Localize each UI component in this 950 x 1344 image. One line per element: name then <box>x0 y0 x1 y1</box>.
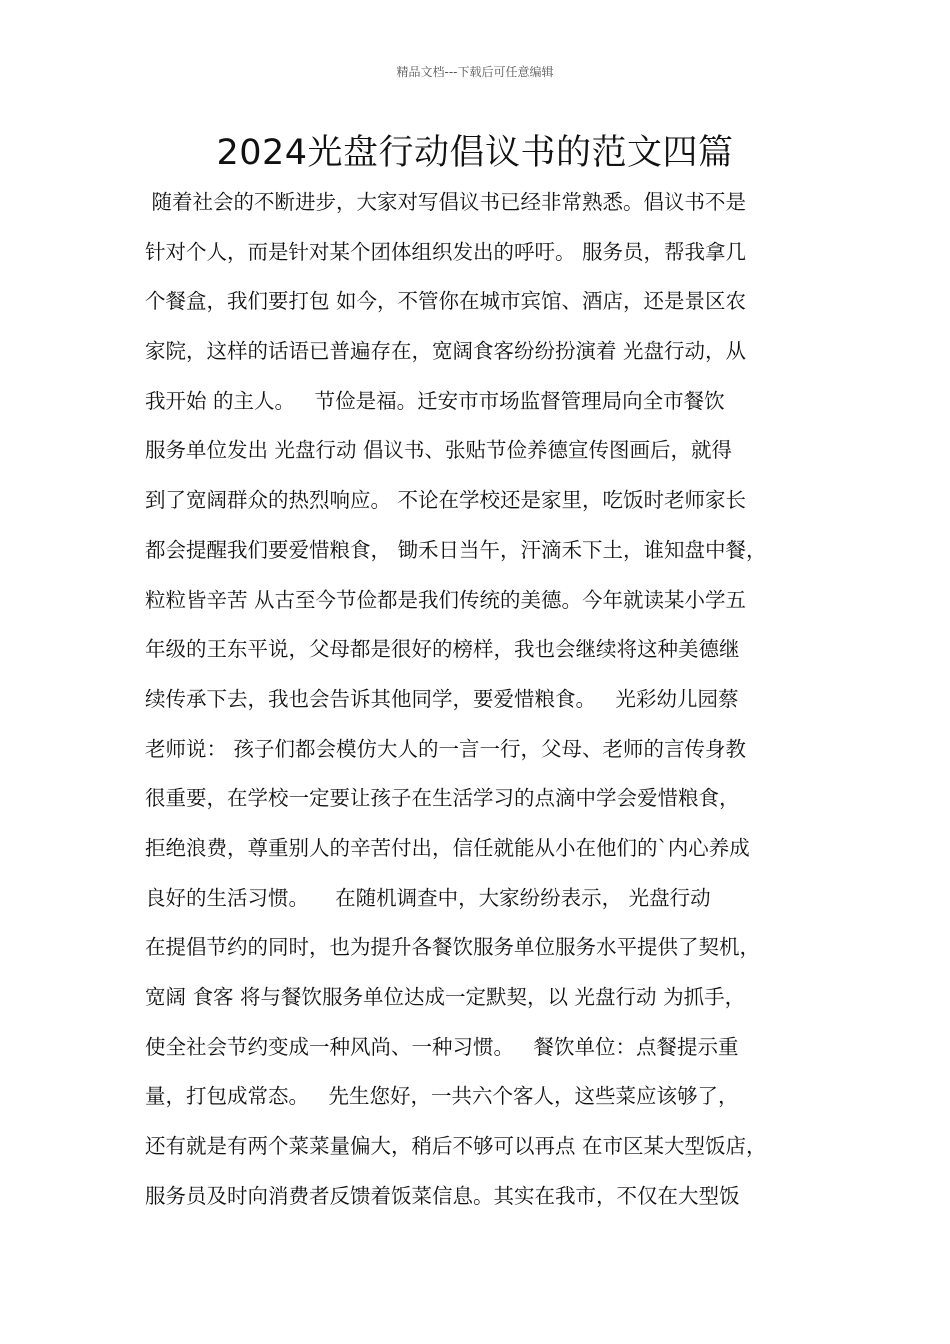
page-header: 精品文档---下载后可任意编辑 <box>396 65 554 79</box>
body-line: 续传承下去，我也会告诉其他同学，要爱惜粮食。 光彩幼儿园蔡 <box>145 686 739 711</box>
body-line: 随着社会的不断进步，大家对写倡议书已经非常熟悉。倡议书不是 <box>145 190 747 214</box>
page-title: 2024光盘行动倡议书的范文四篇 <box>216 133 734 173</box>
body-line: 家院，这样的话语已普遍存在，宽阔食客纷纷扮演着 光盘行动，从 <box>145 339 747 364</box>
body-line: 还有就是有两个菜菜量偏大，稍后不够可以再点 在市区某大型饭店， <box>145 1134 767 1159</box>
body-line: 良好的生活习惯。 在随机调查中，大家纷纷表示， 光盘行动 <box>145 885 711 910</box>
body-line: 很重要，在学校一定要让孩子在生活学习的点滴中学会爱惜粮食， <box>145 786 740 811</box>
body-line: 针对个人，而是针对某个团体组织发出的呼吁。 服务员，帮我拿几 <box>145 239 747 264</box>
body-line: 在提倡节约的同时，也为提升各餐饮服务单位服务水平提供了契机， <box>145 935 760 960</box>
body-line: 我开始 的主人。 节俭是福。迁安市市场监督管理局向全市餐饮 <box>145 388 725 413</box>
body-line: 服务员及时向消费者反馈着饭菜信息。其实在我市，不仅在大型饭 <box>145 1183 740 1208</box>
body-line: 年级的王东平说，父母都是很好的榜样，我也会继续将这种美德继 <box>145 637 740 662</box>
body-line: 服务单位发出 光盘行动 倡议书、张贴节俭养德宣传图画后，就得 <box>145 438 733 463</box>
body-line: 量，打包成常态。 先生您好，一共六个客人，这些菜应该够了， <box>145 1084 739 1109</box>
body-line: 粒粒皆辛苦 从古至今节俭都是我们传统的美德。今年就读某小学五 <box>145 587 747 612</box>
body-line: 老师说： 孩子们都会模仿大人的一言一行，父母、老师的言传身教 <box>145 736 747 761</box>
document-body <box>145 178 810 1221</box>
body-line: 个餐盒，我们要打包 如今，不管你在城市宾馆、酒店，还是景区农 <box>145 289 747 314</box>
body-line: 拒绝浪费，尊重别人的辛苦付出，信任就能从小在他们的`内心养成 <box>145 835 750 860</box>
body-line: 使全社会节约变成一种风尚、一种习惯。 餐饮单位：点餐提示重 <box>145 1034 739 1059</box>
body-line: 到了宽阔群众的热烈响应。 不论在学校还是家里，吃饭时老师家长 <box>145 488 747 513</box>
body-line: 都会提醒我们要爱惜粮食， 锄禾日当午，汗滴禾下土，谁知盘中餐， <box>145 537 767 562</box>
body-line: 宽阔 食客 将与餐饮服务单位达成一定默契，以 光盘行动 为抓手， <box>145 985 746 1009</box>
